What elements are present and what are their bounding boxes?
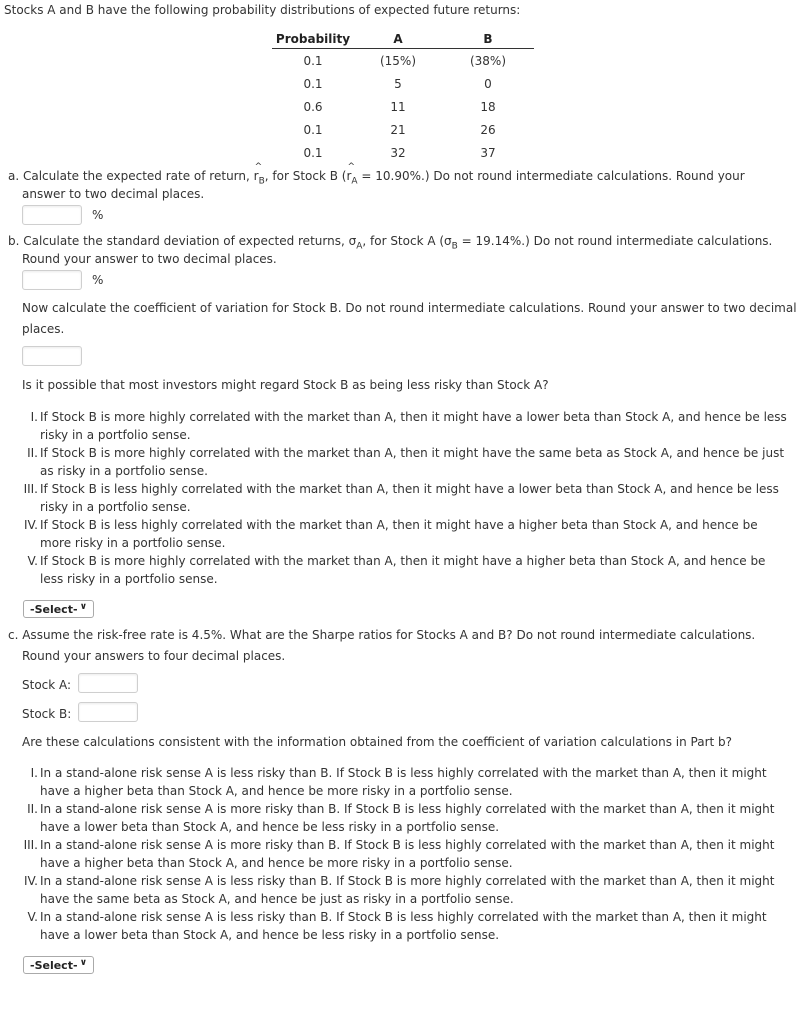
returns-table: [272, 30, 534, 164]
part-b-text: = 19.14%.) Do not round intermediate calculations.: [457, 234, 773, 248]
cell-probability: 0.1: [303, 53, 323, 68]
table-row: [272, 118, 534, 141]
part-a-text: a. Calculate the expected rate of return,: [8, 169, 254, 183]
list-item: [22, 764, 800, 800]
option-text: risky in a portfolio sense.: [40, 428, 191, 442]
cv-b-input[interactable]: [22, 346, 82, 366]
risk-question: Is it possible that most investors might regard Stock B as being less risky than Stock A?: [22, 378, 549, 392]
part-a-question: [8, 169, 745, 186]
cv-question: Now calculate the coefficient of variation for Stock B. Do not round intermediate calculations. Round your answer to two decimal: [22, 301, 797, 315]
r-hat-a: [346, 169, 351, 183]
option-text: have the same beta as Stock A, and hence be just as risky in a portfolio sense.: [40, 892, 514, 906]
option-text: risky in a portfolio sense.: [40, 500, 191, 514]
option-text: If Stock B is more highly correlated with the market than A, then it might have the same beta as Stock A, and hence be just: [40, 446, 785, 460]
option-number: IV.: [23, 874, 38, 888]
part-a-text: , for Stock B (: [264, 169, 347, 183]
part-b-question: [8, 234, 772, 251]
option-text: have a higher beta than Stock A, and hence be more risky in a portfolio sense.: [40, 784, 513, 798]
option-text: have a lower beta than Stock A, and hence be less risky in a portfolio sense.: [40, 820, 500, 834]
subscript-a: A: [351, 176, 358, 187]
select-label: -Select-: [30, 603, 78, 616]
option-text: less risky in a portfolio sense.: [40, 572, 218, 586]
subscript-b: B: [451, 241, 458, 252]
option-number: III.: [23, 482, 38, 496]
option-text: If Stock B is more highly correlated with the market than A, then it might have a lower beta than Stock A, and hence be less: [40, 410, 787, 424]
risk-answer-select[interactable]: [23, 600, 94, 618]
option-text: In a stand-alone risk sense A is less risky than B. If Stock B is less highly correlated with the market than A, then it might: [40, 910, 767, 924]
cell-probability: 0.6: [303, 99, 323, 114]
sharpe-b-input[interactable]: [78, 702, 138, 722]
subscript-a: A: [356, 241, 363, 252]
part-b-text: , for Stock A (σ: [362, 234, 452, 248]
list-item: [22, 836, 800, 872]
list-item: [22, 480, 800, 516]
table-header-row: [272, 30, 534, 49]
consistency-question: Are these calculations consistent with the information obtained from the coefficient of variation calculations in Part b?: [22, 735, 733, 749]
consistency-options-list: [22, 764, 800, 944]
table-row: [272, 141, 534, 164]
table-row: [272, 95, 534, 118]
r-symbol: r: [346, 169, 352, 183]
cell-b: 0: [484, 76, 492, 91]
option-text: If Stock B is less highly correlated with the market than A, then it might have a higher beta than Stock A, and hence be: [40, 518, 758, 532]
list-item: [22, 800, 800, 836]
list-item: [22, 444, 800, 480]
option-text: have a lower beta than Stock A, and hence be less risky in a portfolio sense.: [40, 928, 500, 942]
option-number: II.: [27, 802, 38, 816]
stock-b-label: Stock B:: [22, 707, 72, 721]
cell-a: 32: [390, 145, 406, 160]
part-a-question-line2: answer to two decimal places.: [22, 187, 205, 201]
option-number: I.: [30, 766, 38, 780]
list-item: [22, 908, 800, 944]
intro-text: Stocks A and B have the following probability distributions of expected future returns:: [4, 3, 521, 17]
cell-a: 5: [394, 76, 402, 91]
cell-a: (15%): [379, 53, 417, 68]
cell-b: 37: [480, 145, 496, 160]
option-text: If Stock B is more highly correlated with the market than A, then it might have a higher beta than Stock A, and hence be: [40, 554, 766, 568]
risk-options-list: [22, 408, 800, 588]
cell-a: 11: [390, 99, 406, 114]
header-stock-b: B: [442, 30, 534, 49]
std-dev-a-input[interactable]: [22, 270, 82, 290]
r-hat-b: [254, 169, 259, 183]
cell-b: (38%): [469, 53, 507, 68]
table-row: [272, 49, 534, 73]
cell-b: 26: [480, 122, 496, 137]
chevron-down-icon: ∨: [79, 602, 87, 612]
cell-probability: 0.1: [303, 122, 323, 137]
sharpe-a-input[interactable]: [78, 673, 138, 693]
option-text: In a stand-alone risk sense A is less risky than B. If Stock B is more highly correlated with the market than A, then it might: [40, 874, 775, 888]
option-number: IV.: [23, 518, 38, 532]
option-text: have a higher beta than Stock A, and hence be more risky in a portfolio sense.: [40, 856, 513, 870]
option-number: V.: [27, 554, 38, 568]
option-text: as risky in a portfolio sense.: [40, 464, 208, 478]
select-label: -Select-: [30, 959, 78, 972]
option-number: I.: [30, 410, 38, 424]
cell-probability: 0.1: [303, 145, 323, 160]
part-c-question: c. Assume the risk-free rate is 4.5%. What are the Sharpe ratios for Stocks A and B? Do not round intermediate calculations.: [8, 628, 756, 642]
option-text: In a stand-alone risk sense A is more risky than B. If Stock B is less highly correlated with the market than A, then it might: [40, 838, 775, 852]
subscript-b: B: [258, 176, 265, 187]
option-text: In a stand-alone risk sense A is more risky than B. If Stock B is less highly correlated with the market than A, then it might: [40, 802, 775, 816]
option-text: In a stand-alone risk sense A is less risky than B. If Stock B is less highly correlated with the market than A, then it might: [40, 766, 767, 780]
header-stock-a: A: [354, 30, 442, 49]
list-item: [22, 872, 800, 908]
expected-return-b-input[interactable]: [22, 205, 82, 225]
part-c-question-line2: Round your answers to four decimal places.: [22, 649, 286, 663]
option-text: If Stock B is less highly correlated with the market than A, then it might have a lower beta than Stock A, and hence be less: [40, 482, 779, 496]
option-number: V.: [27, 910, 38, 924]
list-item: [22, 516, 800, 552]
percent-unit: %: [92, 273, 104, 287]
r-symbol: r: [253, 169, 259, 183]
cv-question-line2: places.: [22, 322, 65, 336]
stock-a-label: Stock A:: [22, 678, 72, 692]
consistency-answer-select[interactable]: [23, 956, 94, 974]
percent-unit: %: [92, 208, 104, 222]
cell-b: 18: [480, 99, 496, 114]
option-text: more risky in a portfolio sense.: [40, 536, 226, 550]
option-number: II.: [27, 446, 38, 460]
list-item: [22, 552, 800, 588]
part-b-text: b. Calculate the standard deviation of expected returns, σ: [8, 234, 357, 248]
table-row: [272, 72, 534, 95]
part-a-text: = 10.90%.) Do not round intermediate calculations. Round your: [357, 169, 745, 183]
option-number: III.: [23, 838, 38, 852]
part-b-question-line2: Round your answer to two decimal places.: [22, 252, 277, 266]
cell-a: 21: [390, 122, 406, 137]
header-probability: Probability: [272, 30, 354, 49]
chevron-down-icon: ∨: [79, 958, 87, 968]
list-item: [22, 408, 800, 444]
cell-probability: 0.1: [303, 76, 323, 91]
